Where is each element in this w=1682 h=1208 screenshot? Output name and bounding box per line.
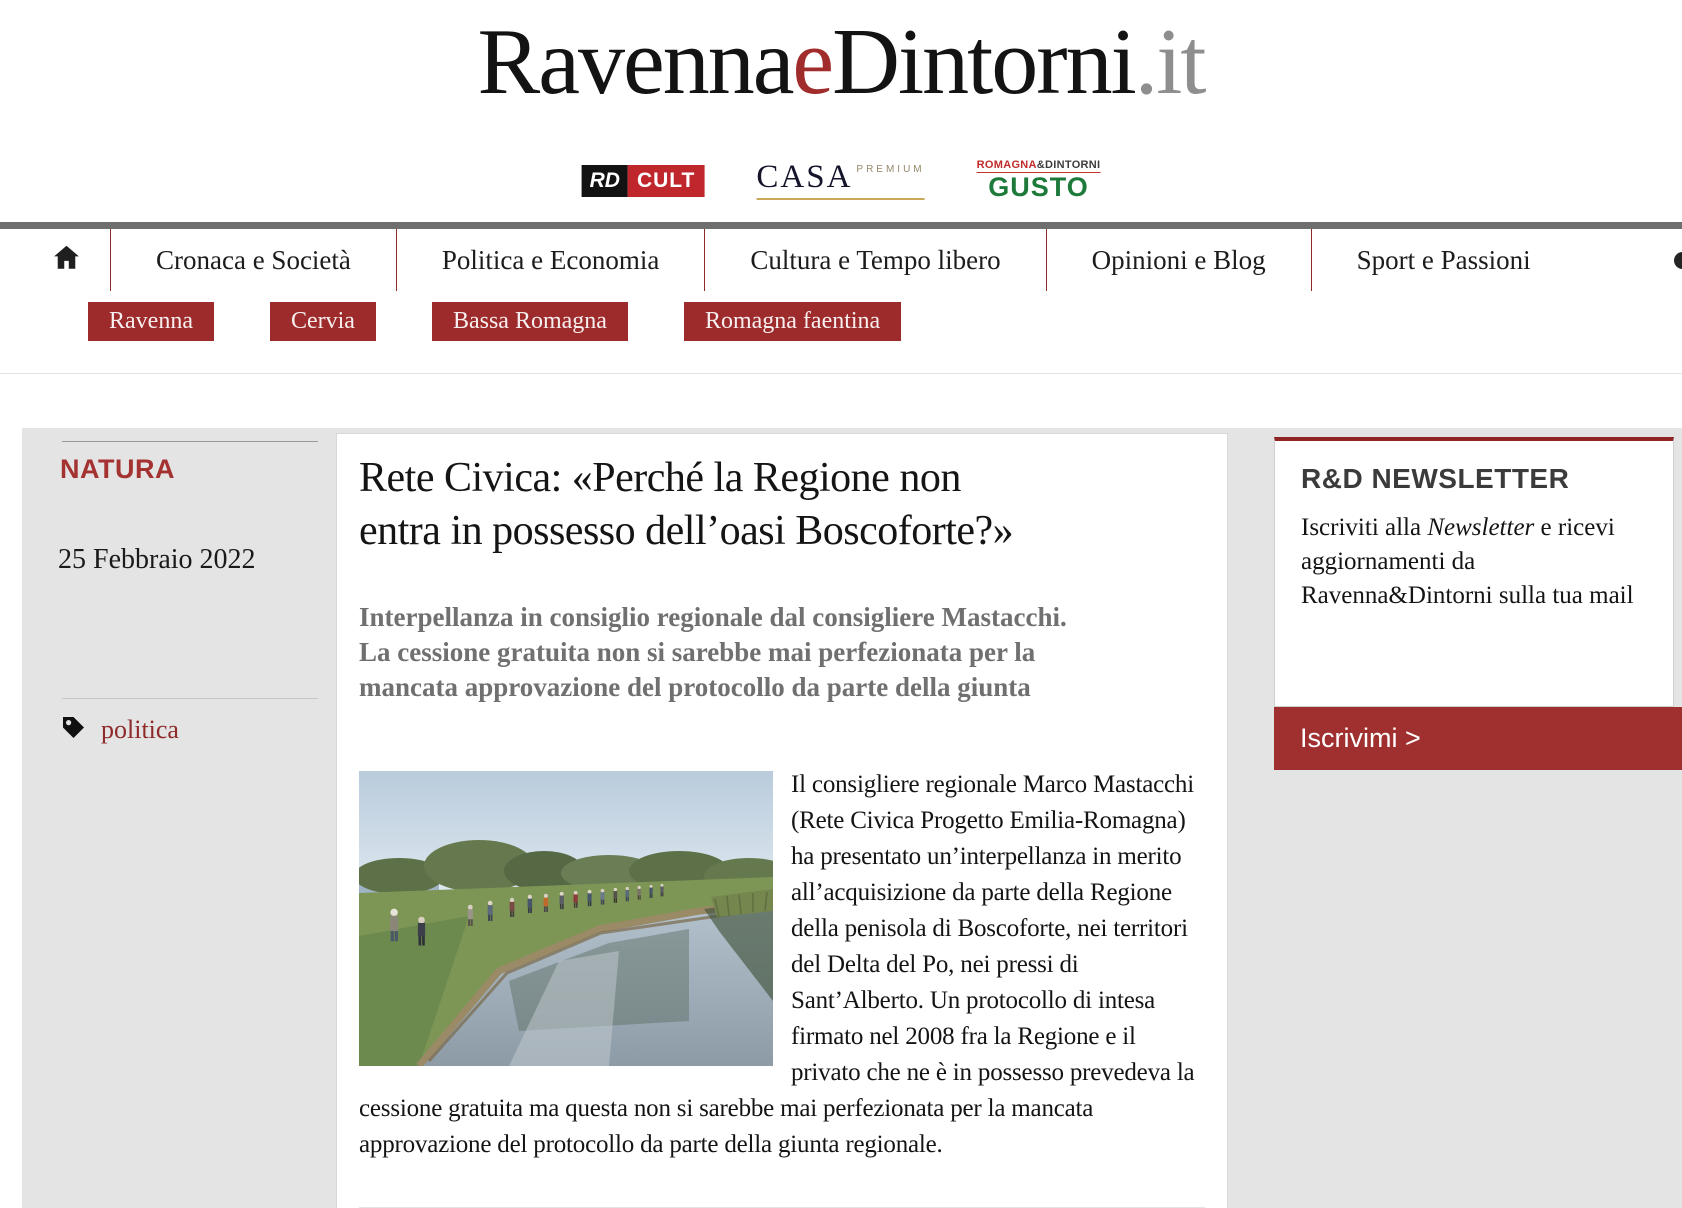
casa-logo-text: CASA (756, 159, 853, 195)
casa-logo-premium: PREMIUM (856, 164, 925, 175)
zone-buttons (88, 302, 901, 341)
tag-politica[interactable]: politica (101, 715, 179, 744)
gusto-logo[interactable] (977, 160, 1101, 201)
rd-cult-logo[interactable] (582, 165, 705, 197)
home-button[interactable] (22, 229, 110, 291)
article-card (336, 433, 1228, 1208)
logo-part-e: e (792, 10, 833, 114)
logo-part-it: .it (1134, 10, 1205, 114)
article-title-line2: entra in possesso dell’oasi Boscoforte?» (359, 508, 1014, 554)
newsletter-italic: Newsletter (1427, 514, 1535, 541)
sidebar-mid-divider (62, 698, 318, 699)
zone-button-bassa-romagna[interactable]: Bassa Romagna (432, 302, 628, 341)
logo-part-ravenna: Ravenna (477, 10, 793, 114)
gusto-logo-top: ROMAGNA&DINTORNI (976, 159, 1101, 171)
rd-cult-logo-rd: RD (582, 165, 628, 197)
article-title-line1: Rete Civica: «Perché la Regione non (359, 455, 961, 501)
header-divider (0, 373, 1682, 374)
sidebar-top-divider (62, 441, 318, 442)
logo-part-dintorni: Dintorni (832, 10, 1135, 114)
zone-button-cervia[interactable]: Cervia (270, 302, 376, 341)
rd-cult-logo-cult: CULT (628, 165, 704, 197)
tag-row (60, 714, 179, 746)
zone-button-romagna-faentina[interactable]: Romagna faentina (684, 302, 901, 341)
nav-item-opinioni[interactable]: Opinioni e Blog (1046, 229, 1311, 291)
partner-logos (582, 160, 1101, 201)
article-title (359, 452, 1205, 558)
zone-button-ravenna[interactable]: Ravenna (88, 302, 214, 341)
tag-icon (60, 714, 87, 746)
article-body-wrap (359, 767, 1205, 1208)
content-area (22, 428, 1682, 1208)
casa-premium-logo[interactable] (756, 161, 924, 200)
nav-item-politica[interactable]: Politica e Economia (396, 229, 704, 291)
newsletter-title: R&D NEWSLETTER (1301, 463, 1570, 494)
newsletter-box (1274, 437, 1674, 707)
article-body: Il consigliere regionale Marco Mastacchi (Rete Civica Progetto Emilia-Romagna) ha presentato un’interpellanza in merito all’acquisizione da parte della Regione della penisola di Boscoforte, nei territori del Delta del Po, nei pressi di Sant’Alberto. Un protocollo di intesa firmato nel 2008 fra la Regione e il privato che ne è in possesso prevedeva la cessione gratuita ma questa non si sarebbe mai perfezionata per la mancata approvazione del protocollo da parte della giunta regionale. (359, 771, 1195, 1158)
site-logo[interactable] (0, 8, 1682, 116)
article-subtitle: Interpellanza in consiglio regionale dal consigliere Mastacchi. La cessione gratuita non si sarebbe mai perfezionata per la mancata approvazione del protocollo da parte della giunta (359, 602, 1067, 702)
nav-item-sport[interactable]: Sport e Passioni (1311, 229, 1576, 291)
newsletter-text: Iscriviti alla Newsletter e ricevi aggiornamenti da Ravenna&Dintorni sulla tua mail (1301, 514, 1634, 609)
nav-item-cultura[interactable]: Cultura e Tempo libero (704, 229, 1045, 291)
nav-item-cronaca[interactable]: Cronaca e Società (110, 229, 396, 291)
main-nav (0, 222, 1682, 291)
category-label[interactable]: NATURA (60, 454, 175, 484)
article-date: 25 Febbraio 2022 (58, 544, 256, 575)
article-photo (359, 771, 773, 1066)
home-icon (53, 244, 80, 276)
gusto-logo-main: GUSTO (988, 172, 1089, 202)
newsletter-subscribe-button[interactable]: Iscrivimi > (1274, 707, 1682, 770)
